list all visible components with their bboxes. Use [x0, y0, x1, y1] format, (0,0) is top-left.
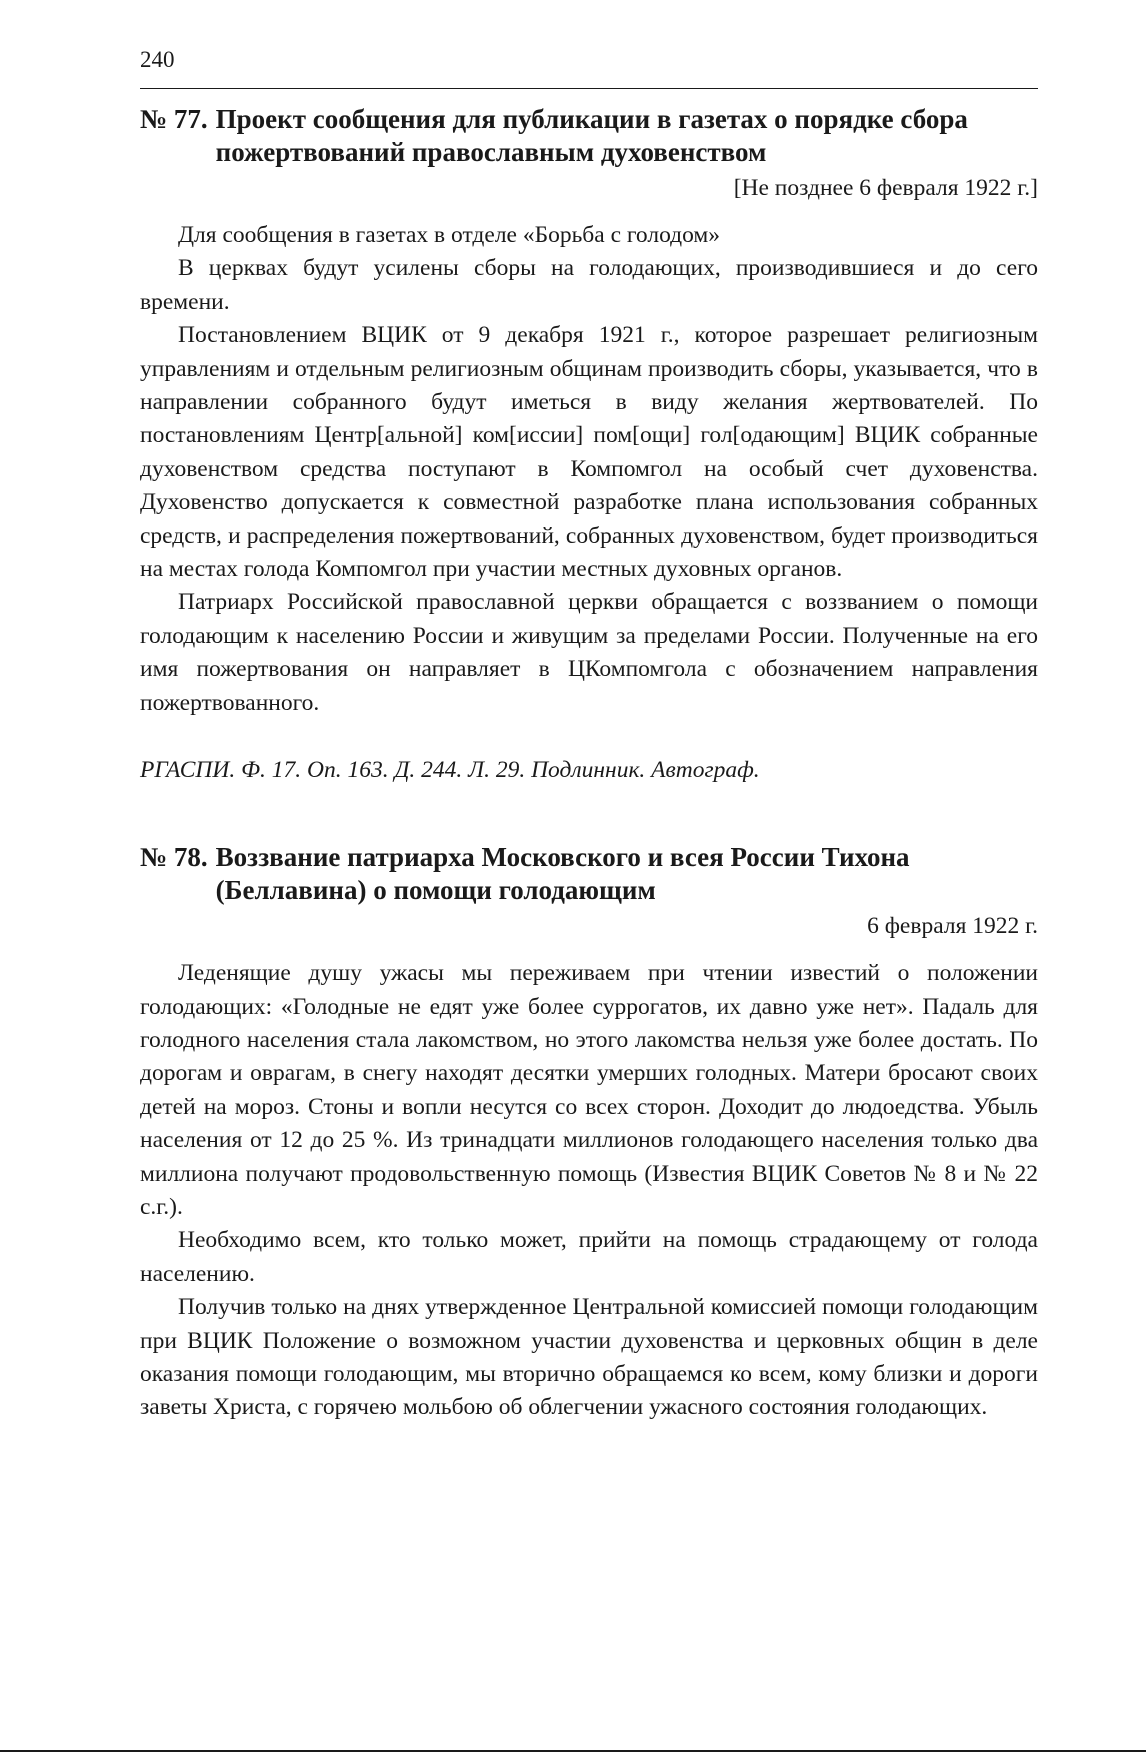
document-number: № 78.: [140, 842, 208, 873]
document-title: Проект сообщения для публикации в газетах о порядке сбора пожертвований православным духовенством: [215, 104, 968, 167]
document-heading: [140, 103, 1038, 169]
document-heading: [140, 841, 1038, 907]
paragraph: Необходимо всем, кто только может, прийти на помощь страдающему от голода населению.: [140, 1227, 1038, 1287]
book-page: [140, 46, 1038, 1425]
document-77: [140, 103, 1038, 787]
paragraph: В церквах будут усилены сборы на голодающих, производившиеся и до сего времени.: [140, 255, 1038, 315]
archive-source-reference: РГАСПИ. Ф. 17. Оп. 163. Д. 244. Л. 29. Подлинник. Автограф.: [140, 757, 760, 784]
paragraph: Для сообщения в газетах в отделе «Борьба с голодом»: [178, 222, 721, 248]
footer-rule: [0, 1750, 1146, 1752]
header-rule: [140, 88, 1038, 89]
document-number: № 77.: [140, 104, 208, 134]
paragraph: Патриарх Российской православной церкви обращается с воззванием о помощи голодающим к населению России и живущим за пределами России. Полученные на его имя пожертвования он направляет в ЦКомпомгола с обозначением направления пожертвованного.: [140, 589, 1038, 716]
paragraph: Леденящие душу ужасы мы переживаем при чтении известий о положении голодающих: «Голодные не едят уже более суррогатов, их давно уже нет». Падаль для голодного населения стала лакомством, но этого лакомства нельзя уже более достать. По дорогам и оврагам, в снегу находят десятки умерших голодных. Матери бросают своих детей на мороз. Стоны и вопли несутся со всех сторон. Доходит до людоедства. Убыль населения от 12 до 25 %. Из тринадцати миллионов голодающего населения только два миллиона получают продовольственную помощь (Известия ВЦИК Советов № 8 и № 22 с.г.).: [140, 960, 1038, 1220]
document-date: 6 февраля 1922 г.: [867, 913, 1038, 940]
paragraph: Получив только на днях утвержденное Центральной комиссией помощи голодающим при ВЦИК Положение о возможном участии духовенства и церковных общин в деле оказания помощи голодающим, мы вторично обращаемся ко всем, кому близки и дороги заветы Христа, с горячею мольбою об облегчении ужасного состояния голодающих.: [140, 1294, 1038, 1421]
document-title: Воззвание патриарха Московского и всея России Тихона (Беллавина) о помощи голодающим: [215, 842, 910, 906]
document-78: [140, 841, 1038, 1425]
document-date: [Не позднее 6 февраля 1922 г.]: [733, 175, 1038, 201]
page-number: 240: [140, 47, 175, 72]
paragraph: Постановлением ВЦИК от 9 декабря 1921 г., которое разрешает религиозным управлениям и отдельным религиозным общинам производить сборы, указывается, что в направлении собранного будут иметься в виду желания жертвователей. По постановлениям Центр[альной] ком[иссии] пом[ощи] гол[одающим] ВЦИК собранные духовенством средства поступают в Компомгол на особый счет духовенства. Духовенство допускается к совместной разработке плана использования собранных средств, и распределения пожертвований, собранных духовенством, будет производиться на местах голода Компомгол при участии местных духовных органов.: [140, 322, 1038, 583]
